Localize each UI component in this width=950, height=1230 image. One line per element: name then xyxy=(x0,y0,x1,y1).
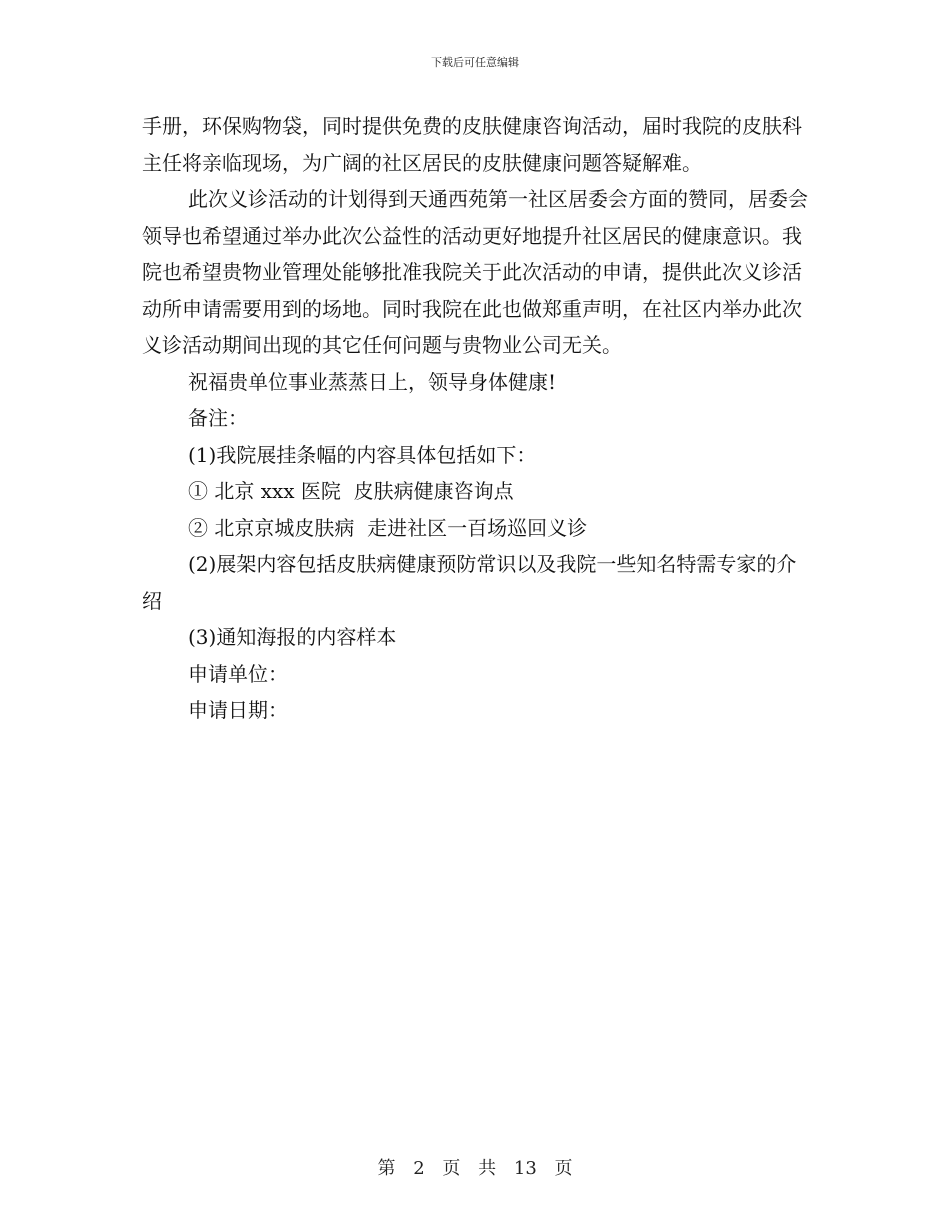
page-header: 下载后可任意编辑 xyxy=(431,56,519,69)
page-footer xyxy=(0,1154,950,1180)
page-number: 2 xyxy=(413,1158,425,1179)
paragraph-4: 备注： xyxy=(188,406,248,430)
paragraph-9: (3)通知海报的内容样本 xyxy=(188,625,397,649)
paragraph-11: 申请日期： xyxy=(188,698,288,722)
total-pages: 13 xyxy=(513,1158,537,1179)
paragraph-6: ① 北京 xxx 医院 皮肤病健康咨询点 xyxy=(188,479,514,503)
paragraph-2: 此次义诊活动的计划得到天通西苑第一社区居委会方面的赞同，居委会领导也希望通过举办此次公益性的活动更好地提升社区居民的健康意识。我院也希望贵物业管理处能够批准我院关于此次活动的申请，提供此次义诊活动所申请需要用到的场地。同时我院在此也做郑重声明，在社区内举办此次义诊活动期间出现的其它任何问题与贵物业公司无关。 xyxy=(142,187,808,357)
paragraph-3: 祝福贵单位事业蒸蒸日上，领导身体健康! xyxy=(188,369,557,394)
paragraph-10: 申请单位： xyxy=(188,661,288,686)
paragraph-1: 手册，环保购物袋，同时提供免费的皮肤健康咨询活动，届时我院的皮肤科主任将亲临现场，为广阔的社区居民的皮肤健康问题答疑解难。 xyxy=(142,114,802,175)
footer-ye: 页 xyxy=(442,1158,461,1179)
document-body xyxy=(142,108,814,729)
paragraph-5: (1)我院展挂条幅的内容具体包括如下： xyxy=(188,442,537,467)
paragraph-8: (2)展架内容包括皮肤病健康预防常识以及我院一些知名特需专家的介绍 xyxy=(142,552,797,613)
footer-di: 第 xyxy=(377,1158,396,1179)
footer-ye2: 页 xyxy=(554,1158,573,1179)
paragraph-7: ② 北京京城皮肤病 走进社区一百场巡回义诊 xyxy=(188,515,588,540)
footer-gong: 共 xyxy=(478,1158,497,1179)
